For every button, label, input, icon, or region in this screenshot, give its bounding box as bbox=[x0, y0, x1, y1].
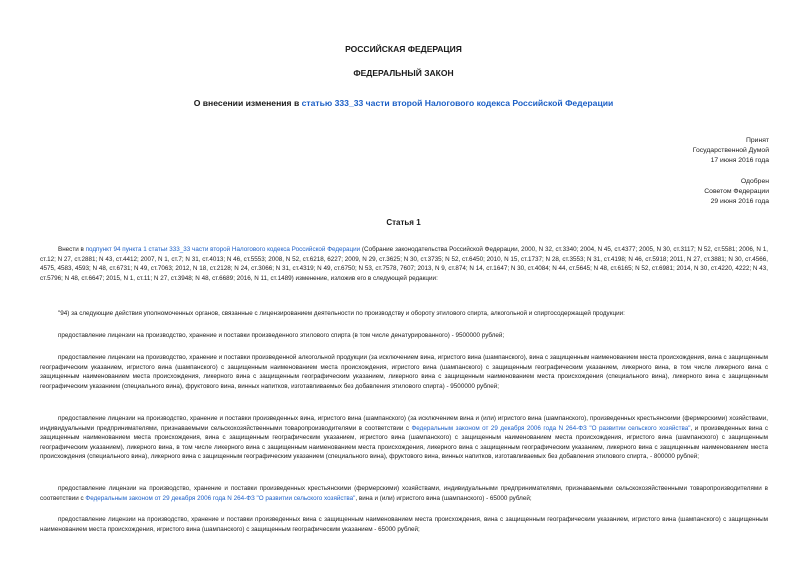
law-title-link[interactable]: статью 333_33 части второй Налогового кодекса Российской Федерации bbox=[301, 98, 614, 108]
accepted-label: Принят bbox=[745, 137, 769, 144]
p5-text-a: предоставление лицензии на производство, хранение и поставки произведенных крестьянскими (фермерскими) хозяйствами, индивидуальными предпринимателями, признаваемыми сельскохозяйственными товаропроизводителями в соответствии с bbox=[40, 485, 768, 502]
p4-law-link[interactable]: Федеральным законом от 29 декабря 2006 года N 264-ФЗ "О развитии сельского хозяйства" bbox=[411, 424, 691, 432]
p5-text-b: , вина и (или) игристого вина (шампанского) - 65000 рублей; bbox=[355, 494, 532, 502]
adoption-council-block bbox=[704, 177, 769, 207]
country-heading: РОССИЙСКАЯ ФЕДЕРАЦИЯ bbox=[345, 44, 462, 54]
p4-text-b: , и произведенных вина с защищенным наименованием места происхождения, вина с защищенным географическим указанием, игристого вина (шампанского) с защищенным наименованием места происхождения, игристого вина (шампанского) с защищенным географическим указанием), ликерного вина, в том числе ликерного вина с защищенным наименованием места происхождения, ликерного вина с защищенным географическим указанием, ликерного вина с защищенным наименованием места происхождения (специального вина), ликерного вина с защищенным географическим указанием (специального вина), фруктового вина, винных напитков, изготавливаемых без добавления этилового спирта, - 800000 рублей; bbox=[40, 424, 768, 461]
approved-by: Советом Федерации bbox=[704, 188, 769, 195]
article-intro-paragraph bbox=[40, 245, 768, 283]
intro-link[interactable]: подпункт 94 пункта 1 статьи 333_33 части второй Налогового кодекса Российской Федерации bbox=[85, 246, 361, 253]
p5-law-link[interactable]: Федеральным законом от 29 декабря 2006 года N 264-ФЗ "О развитии сельского хозяйства" bbox=[85, 494, 356, 502]
paragraph-94: "94) за следующие действия уполномоченных органов, связанные с лицензированием деятельности по производству и обороту этилового спирта, алкогольной и спиртосодержащей продукции: bbox=[58, 310, 625, 317]
paragraph-wine-license bbox=[40, 414, 768, 462]
article-heading: Статья 1 bbox=[386, 218, 421, 227]
accepted-date: 17 июня 2016 года bbox=[710, 157, 769, 164]
accepted-by: Государственной Думой bbox=[692, 147, 769, 154]
p4-text-a: предоставление лицензии на производство, хранение и поставки произведенных вина, игристого вина (шампанского) (за исключением вина и (или) игристого вина (шампанского), произведенных крестьянскими (фермерскими) хозяйствами, индивидуальными предпринимателями, признаваемыми сельскохозяйственными товаропроизводителями в соответствии с bbox=[40, 415, 768, 432]
law-title bbox=[0, 98, 807, 108]
intro-prefix: Внести в bbox=[58, 246, 86, 253]
intro-rest: (Собрание законодательства Российской Федерации, 2000, N 32, ст.3340; 2004, N 45, ст.4377; 2005, N 30, ст.3117; N 52, ст.5581; 2006, N 1, ст.12; N 27, ст.2881; N 43, ст.4412; 2007, N 1, ст.7; N 31, ст.4013; N 46, ст.5553; 2008, N 52, ст.6218, 6227; 2009, N 29, ст.3625; N 30, ст.3735; N 52, ст.6450; 2010, N 15, ст.1737; N 28, ст.3553; N 31, ст.4198; N 46, ст.5918; 2011, N 27, ст.3881; N 30, ст.4566, 4575, 4583, 4593; N 48, ст.6731; N 49, ст.7063; 2012, N 18, ст.2128; N 24, ст.3066; N 31, ст.4319; N 49, ст.6750; N 53, ст.7578, 7607; 2013, N 9, ст.874; N 14, ст.1647; N 30, ст.4084; N 44, ст.5645; N 48, ст.6165; N 52, ст.6981; 2014, N 30, ст.4220, 4222; N 43, ст.5796; N 48, ст.6647; 2015, N 1, ст.11; N 27, ст.3948; N 48, ст.6689; 2016, N 11, ст.1489) изменение, изложив его в следующей редакции: bbox=[40, 246, 768, 282]
adoption-duma-block bbox=[693, 136, 769, 166]
approved-date: 29 июня 2016 года bbox=[710, 198, 769, 205]
paragraph-farm-wine-license bbox=[40, 484, 768, 503]
paragraph-alcohol-license: предоставление лицензии на производство, хранение и поставки произведенной алкогольной продукции (за исключением вина, игристого вина (шампанского), вина с защищенным наименованием места происхождения, вина с защищенным географическим указанием, игристого вина (шампанского) с защищенным наименованием места происхождения, игристого вина (шампанского) с защищенным географическим указанием, ликерного вина, в том числе ликерного вина с защищенным наименованием места происхождения, ликерного вина с защищенным географическим указанием, ликерного вина с защищенным наименованием места происхождения (специального вина), ликерного вина с защищенным географическим указанием (специального вина), фруктового вина, винных напитков, изготавливаемых без добавления этилового спирта) - 9500000 рублей; bbox=[40, 354, 768, 390]
approved-label: Одобрен bbox=[740, 178, 769, 185]
law-title-prefix: О внесении изменения в bbox=[193, 98, 302, 108]
law-type-heading: ФЕДЕРАЛЬНЫЙ ЗАКОН bbox=[353, 68, 454, 78]
paragraph-protected-wine-license: предоставление лицензии на производство, хранение и поставки произведенных вина с защищенным наименованием места происхождения, вина с защищенным географическим указанием, игристого вина (шампанского) с защищенным наименованием места происхождения, игристого вина (шампанского) с защищенным географическим указанием - 65000 рублей; bbox=[40, 516, 768, 533]
paragraph-spirit-license: предоставление лицензии на производство, хранение и поставки произведенного этилового спирта (в том числе денатурированного) - 9500000 рублей; bbox=[58, 332, 505, 339]
